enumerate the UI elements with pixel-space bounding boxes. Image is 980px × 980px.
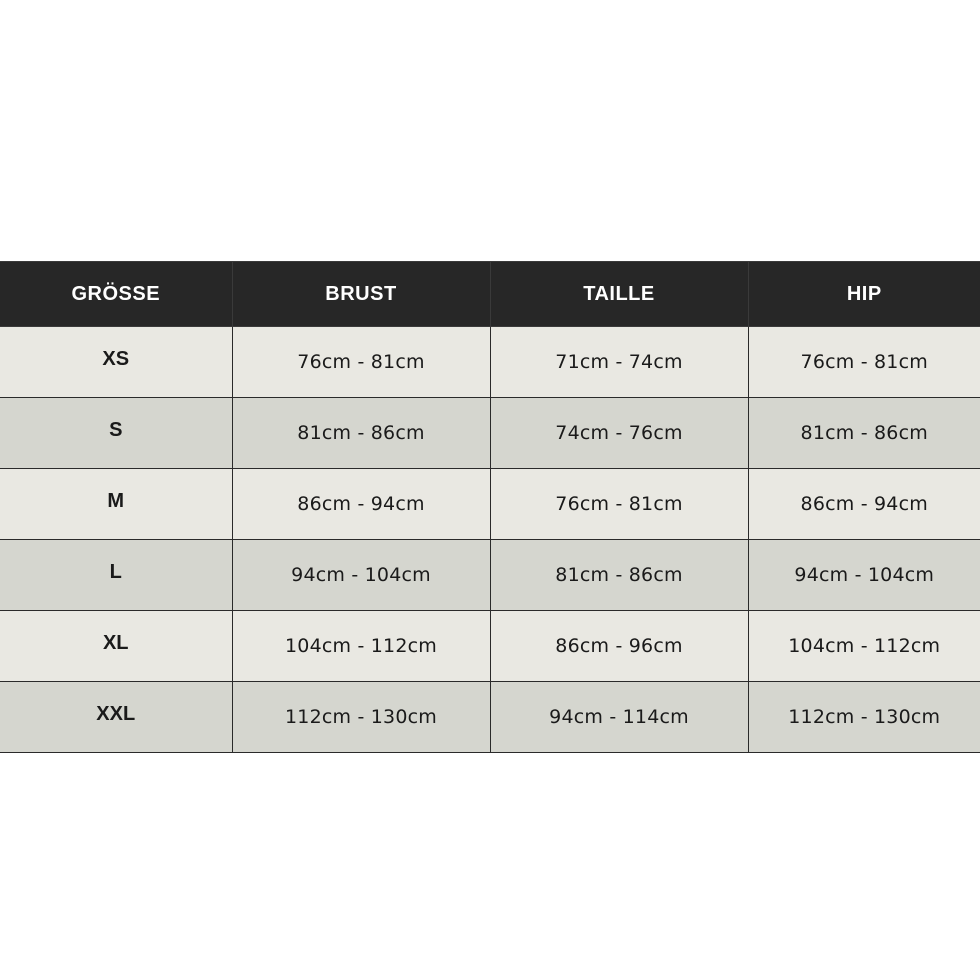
size-cell: XL: [0, 611, 232, 682]
table-row: [0, 327, 980, 398]
hip-cell: 86cm - 94cm: [748, 469, 980, 540]
size-cell: S: [0, 398, 232, 469]
header-size: GRÖSSE: [0, 262, 232, 327]
chest-cell: 76cm - 81cm: [232, 327, 490, 398]
chest-cell: 81cm - 86cm: [232, 398, 490, 469]
hip-cell: 104cm - 112cm: [748, 611, 980, 682]
table-row: [0, 611, 980, 682]
hip-cell: 76cm - 81cm: [748, 327, 980, 398]
waist-cell: 71cm - 74cm: [490, 327, 748, 398]
size-cell: L: [0, 540, 232, 611]
chest-cell: 86cm - 94cm: [232, 469, 490, 540]
chest-cell: 94cm - 104cm: [232, 540, 490, 611]
table-body: [0, 327, 980, 753]
size-chart-table: [0, 261, 980, 753]
size-cell: XXL: [0, 682, 232, 753]
header-chest: BRUST: [232, 262, 490, 327]
header-row: [0, 262, 980, 327]
waist-cell: 81cm - 86cm: [490, 540, 748, 611]
hip-cell: 81cm - 86cm: [748, 398, 980, 469]
waist-cell: 76cm - 81cm: [490, 469, 748, 540]
table-row: [0, 540, 980, 611]
header-hip: HIP: [748, 262, 980, 327]
waist-cell: 86cm - 96cm: [490, 611, 748, 682]
hip-cell: 112cm - 130cm: [748, 682, 980, 753]
table-header: [0, 262, 980, 327]
waist-cell: 94cm - 114cm: [490, 682, 748, 753]
table-row: [0, 469, 980, 540]
chest-cell: 104cm - 112cm: [232, 611, 490, 682]
size-cell: M: [0, 469, 232, 540]
header-waist: TAILLE: [490, 262, 748, 327]
table-row: [0, 682, 980, 753]
table-row: [0, 398, 980, 469]
size-cell: XS: [0, 327, 232, 398]
hip-cell: 94cm - 104cm: [748, 540, 980, 611]
chest-cell: 112cm - 130cm: [232, 682, 490, 753]
waist-cell: 74cm - 76cm: [490, 398, 748, 469]
